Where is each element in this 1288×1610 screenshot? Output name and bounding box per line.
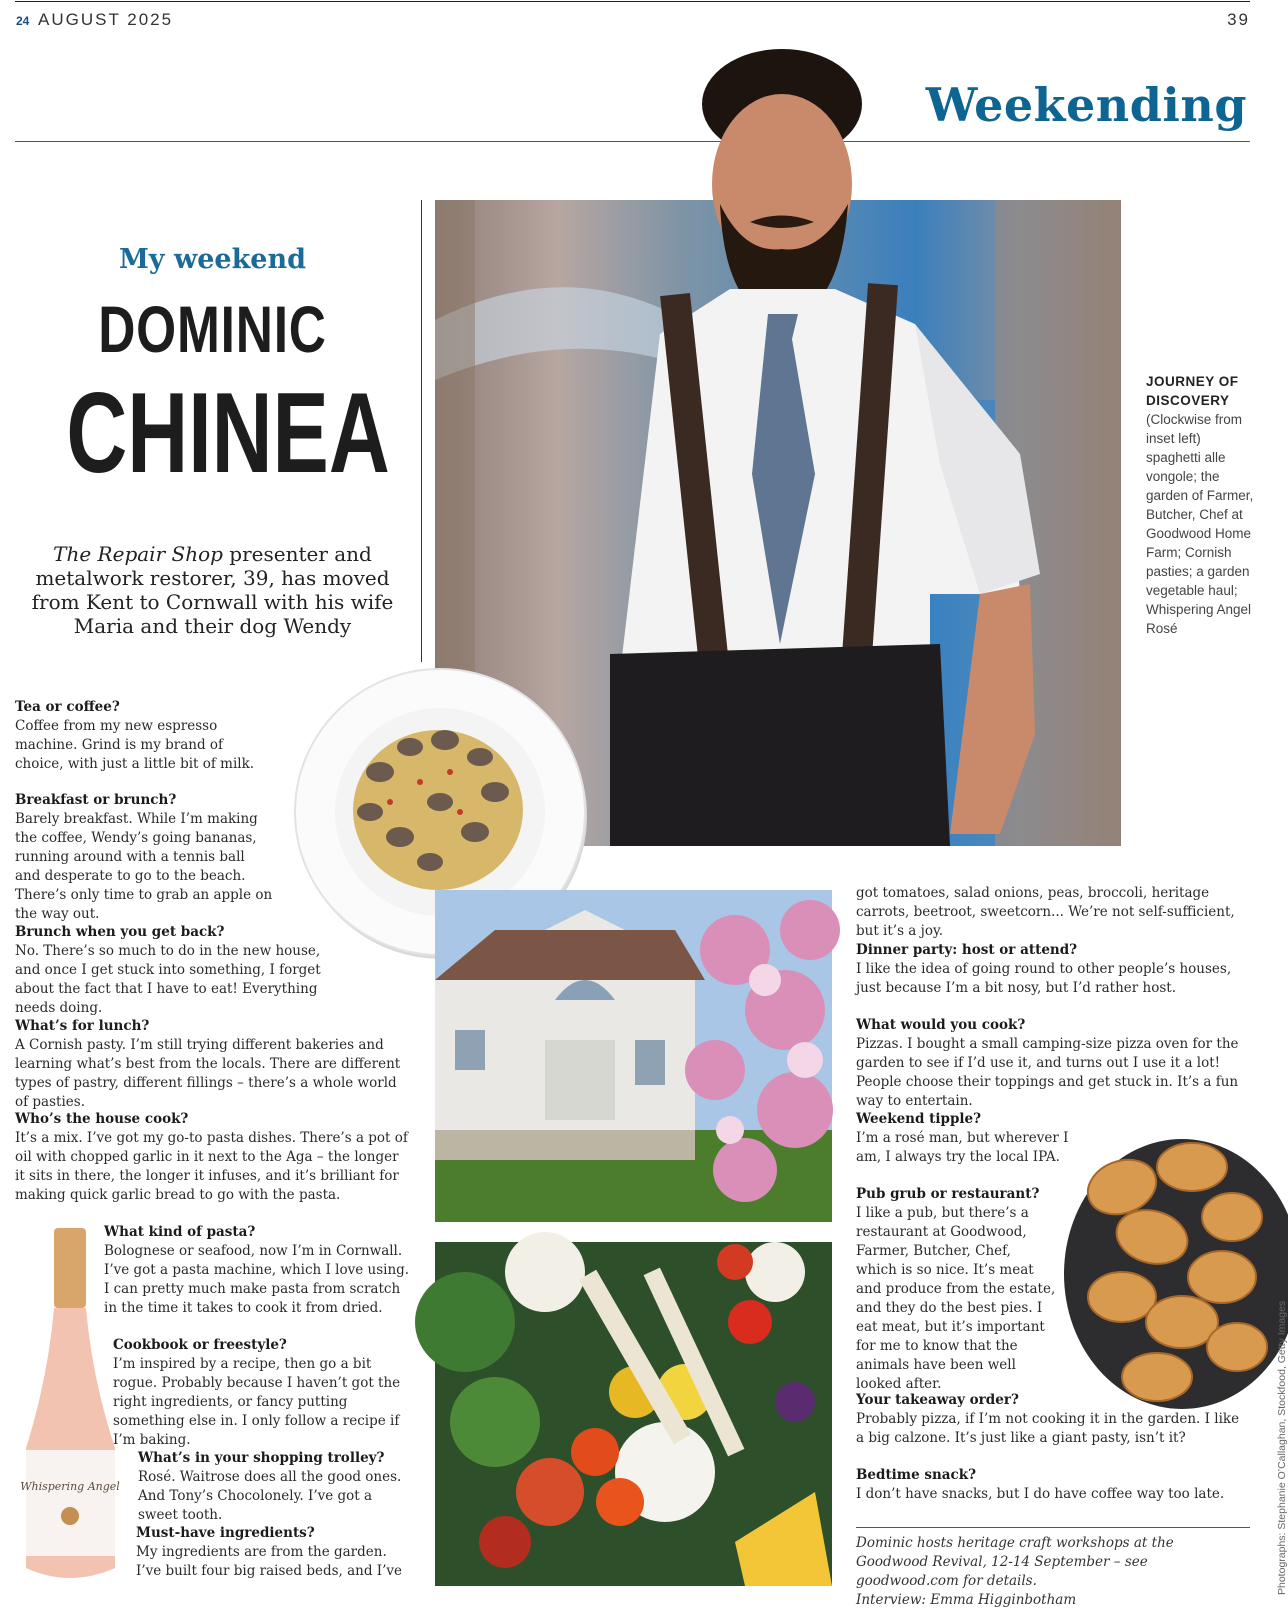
qa-answer: I like the idea of going round to other people’s houses, just because I’m a bit nosy, but I’d rather host. [856,961,1232,996]
qa-block [856,1185,1056,1394]
qa-question: Your takeaway order? [856,1392,1019,1408]
qa-answer: Pizzas. I bought a small camping-size pizza oven for the garden to see if I’d use it, and turns out I use it a lot! People choose their toppings and get stuck in. It’s a fun way to entertain. [856,1036,1239,1109]
qa-question: Bedtime snack? [856,1467,977,1483]
qa-block [15,791,273,924]
qa-question: Who’s the house cook? [15,1111,189,1127]
qa-answer: Rosé. Waitrose does all the good ones. And Tony’s Chocolonely. I’ve got a sweet tooth. [138,1469,402,1523]
qa-block [856,1016,1250,1111]
qa-block [15,1017,410,1112]
article-footer [856,1534,1248,1610]
qa-answer: I’m a rosé man, but wherever I am, I always try the local IPA. [856,1130,1069,1165]
qa-question: What kind of pasta? [104,1224,256,1240]
qa-answer: I don’t have snacks, but I do have coffee way too late. [856,1486,1225,1502]
newspaper-logo-icon [15,12,31,28]
qa-block [113,1336,413,1450]
svg-text:24: 24 [16,14,30,28]
qa-block [15,698,265,774]
standfirst [25,542,400,638]
column-rule [421,200,422,662]
qa-question: Dinner party: host or attend? [856,942,1078,958]
issue-date: AUGUST 2025 [38,10,174,29]
headline-last-name: CHINEA [66,370,390,497]
cornish-pasties-photo [1062,1137,1256,1411]
headline-first-name: DOMINIC [98,292,327,366]
standfirst-text: presenter and metalwork restorer, 39, has moved from Kent to Cornwall with his wife Maria and their dog Wendy [31,542,394,638]
qa-block [856,1466,1250,1504]
qa-answer: My ingredients are from the garden. I’ve built four big raised beds, and I’ve [136,1544,403,1579]
show-title: The Repair Shop [53,542,223,566]
qa-question: Must-have ingredients? [136,1525,315,1541]
caption-text: (Clockwise from inset left) spaghetti alle vongole; the garden of Farmer, Butcher, Chef at Goodwood Home Farm; Cornish pasties; a garden vegetable haul; Whispering Angel Rosé [1146,412,1254,636]
qa-answer: No. There’s so much to do in the new house, and once I get stuck into something, I forget about the fact that I have to eat! Everything needs doing. [15,943,321,1016]
qa-answer-continued: got tomatoes, salad onions, peas, broccoli, heritage carrots, beetroot, sweetcorn... We’re not self-sufficient, but it’s a joy. [856,885,1235,939]
vegetable-haul-photo [435,1242,832,1586]
qa-answer: Coffee from my new espresso machine. Grind is my brand of choice, with just a little bit of milk. [15,718,255,772]
qa-question: Cookbook or freestyle? [113,1337,287,1353]
qa-block [15,923,333,1018]
caption-heading: JOURNEY OF DISCOVERY [1146,374,1239,408]
qa-block [856,1110,1086,1167]
event-note: Dominic hosts heritage craft workshops at the Goodwood Revival, 12-14 September – see goodwood.com for details. [856,1535,1174,1589]
qa-question: Pub grub or restaurant? [856,1186,1040,1202]
portrait-dominic-chinea [680,34,1100,846]
qa-question: What would you cook? [856,1017,1026,1033]
qa-block [104,1223,414,1318]
qa-question: Breakfast or brunch? [15,792,177,808]
footer-rule [856,1527,1250,1528]
qa-block [856,941,1250,998]
qa-question: Brunch when you get back? [15,924,225,940]
qa-question: What’s for lunch? [15,1018,150,1034]
qa-answer: A Cornish pasty. I’m still trying different bakeries and learning what’s best from the locals. There are different types of pastry, different fillings – there’s a whole world of pasties. [15,1037,401,1110]
goodwood-farm-house-photo [435,890,832,1222]
top-rule [15,1,1250,2]
qa-answer: I’m inspired by a recipe, then go a bit rogue. Probably because I haven’t got the right ingredients, or fancy putting something else in. I only follow a recipe if I’m baking. [113,1356,401,1448]
column-kicker: My weekend [119,244,306,275]
qa-answer: I like a pub, but there’s a restaurant at Goodwood, Farmer, Butcher, Chef, which is so nice. It’s meat and produce from the estate, and they do the best pies. I eat meat, but it’s important for me to know that the animals have been well looked after. [856,1205,1056,1392]
qa-block [136,1524,411,1581]
qa-answer: Probably pizza, if I’m not cooking it in the garden. I like a big calzone. It’s just like a giant pasty, isn’t it? [856,1411,1240,1446]
qa-question: Weekend tipple? [856,1111,982,1127]
qa-block [856,884,1250,941]
qa-question: What’s in your shopping trolley? [138,1450,385,1466]
photo-credit: Photographs: Stephanie O’Callaghan, Stockfood, Getty Images [1276,1300,1288,1595]
qa-block [856,1391,1250,1448]
photo-caption [1146,372,1258,638]
section-title: Weekending [925,78,1247,132]
qa-block [15,1110,410,1205]
interviewer-credit: Interview: Emma Higginbotham [856,1592,1077,1608]
page-number: 39 [1227,10,1250,29]
bottle-label-text: Whispering Angel [20,1480,120,1493]
qa-answer: Barely breakfast. While I’m making the coffee, Wendy’s going bananas, running around with a tennis ball and desperate to go to the beach. There’s only time to grab an apple on the way out. [15,811,273,922]
qa-question: Tea or coffee? [15,699,120,715]
qa-block [138,1449,410,1525]
qa-answer: It’s a mix. I’ve got my go-to pasta dishes. There’s a pot of oil with chopped garlic in it next to the Aga – the longer it sits in there, the longer it infuses, and it’s brilliant for making quick garlic bread to go with the pasta. [15,1130,408,1203]
qa-answer: Bolognese or seafood, now I’m in Cornwall. I’ve got a pasta machine, which I love using. I can pretty much make pasta from scratch in the time it takes to cook it from dried. [104,1243,410,1316]
